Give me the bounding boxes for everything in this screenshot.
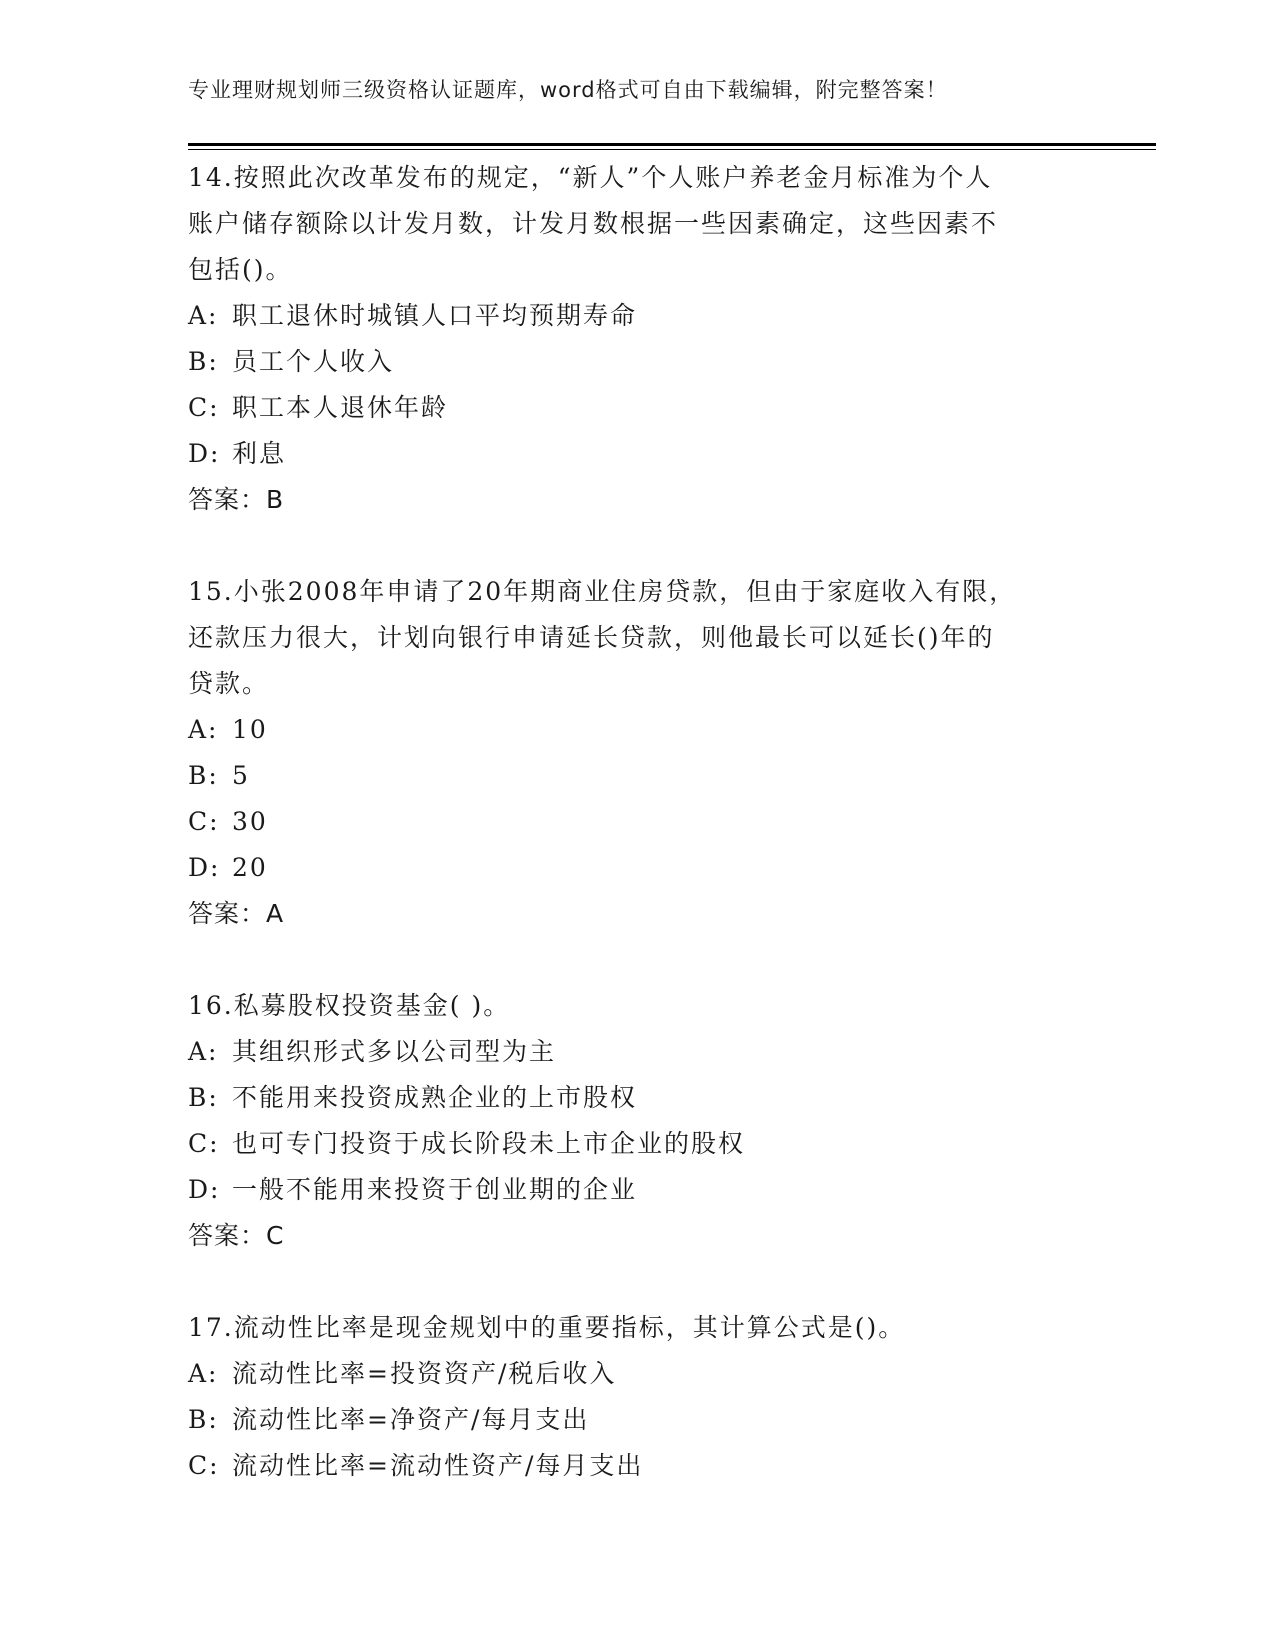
- option-a: [188, 1351, 1088, 1397]
- option-key: A:: [188, 1037, 219, 1066]
- question-17: [188, 1305, 1088, 1489]
- option-key: C:: [188, 807, 220, 836]
- option-c: [188, 385, 1088, 431]
- question-text-line: 账户储存额除以计发月数，计发月数根据一些因素确定，这些因素不: [188, 209, 999, 238]
- header-rule-thick: [188, 143, 1156, 146]
- question-text-line: 16.私募股权投资基金( )。: [188, 991, 511, 1020]
- option-key: C:: [188, 1129, 220, 1158]
- option-d: [188, 1167, 1088, 1213]
- option-key: C:: [188, 1451, 220, 1480]
- option-key: D:: [188, 439, 221, 468]
- question-text-line: 14.按照此次改革发布的规定，“新人”个人账户养老金月标准为个人: [188, 163, 993, 192]
- option-key: D:: [188, 853, 221, 882]
- question-list: [188, 155, 1088, 1489]
- option-a: [188, 707, 1088, 753]
- header-rule-thin: [188, 149, 1156, 150]
- option-key: A:: [188, 301, 219, 330]
- question-text-line: 还款压力很大，计划向银行申请延长贷款，则他最长可以延长()年的: [188, 623, 995, 652]
- option-text: 10: [232, 715, 268, 744]
- option-key: B:: [188, 1405, 219, 1434]
- answer: 答案：B: [188, 485, 285, 514]
- option-text: 流动性比率=投资资产/税后收入: [232, 1359, 617, 1388]
- option-a: [188, 293, 1088, 339]
- option-d: [188, 431, 1088, 477]
- option-key: A:: [188, 1359, 219, 1388]
- option-c: [188, 1121, 1088, 1167]
- option-b: [188, 339, 1088, 385]
- option-c: [188, 1443, 1088, 1489]
- option-key: B:: [188, 1083, 219, 1112]
- option-text: 流动性比率=流动性资产/每月支出: [232, 1451, 644, 1480]
- option-b: [188, 1075, 1088, 1121]
- option-key: D:: [188, 1175, 221, 1204]
- question-16: [188, 983, 1088, 1259]
- option-text: 利息: [232, 439, 287, 468]
- option-key: C:: [188, 393, 220, 422]
- question-text-line: 贷款。: [188, 669, 270, 698]
- option-text: 员工个人收入: [232, 347, 395, 376]
- page-header: 专业理财规划师三级资格认证题库，word格式可自由下载编辑，附完整答案！: [188, 78, 948, 102]
- answer: 答案：A: [188, 899, 285, 928]
- option-text: 职工退休时城镇人口平均预期寿命: [232, 301, 638, 330]
- option-c: [188, 799, 1088, 845]
- option-key: B:: [188, 347, 219, 376]
- question-text-line: 17.流动性比率是现金规划中的重要指标，其计算公式是()。: [188, 1313, 906, 1342]
- option-b: [188, 753, 1088, 799]
- question-text-line: 包括()。: [188, 255, 293, 284]
- question-spacer: [188, 523, 1088, 569]
- option-b: [188, 1397, 1088, 1443]
- option-text: 流动性比率=净资产/每月支出: [232, 1405, 590, 1434]
- question-text-line: 15.小张2008年申请了20年期商业住房贷款，但由于家庭收入有限，: [188, 577, 1017, 606]
- question-14: [188, 155, 1088, 523]
- question-spacer: [188, 1259, 1088, 1305]
- question-spacer: [188, 937, 1088, 983]
- option-a: [188, 1029, 1088, 1075]
- question-15: [188, 569, 1088, 937]
- option-text: 也可专门投资于成长阶段未上市企业的股权: [232, 1129, 746, 1158]
- option-text: 20: [232, 853, 268, 882]
- option-text: 30: [232, 807, 268, 836]
- option-text: 其组织形式多以公司型为主: [232, 1037, 557, 1066]
- option-key: A:: [188, 715, 219, 744]
- option-d: [188, 845, 1088, 891]
- option-key: B:: [188, 761, 219, 790]
- answer: 答案：C: [188, 1221, 285, 1250]
- option-text: 不能用来投资成熟企业的上市股权: [232, 1083, 638, 1112]
- option-text: 一般不能用来投资于创业期的企业: [232, 1175, 638, 1204]
- option-text: 5: [232, 761, 250, 790]
- option-text: 职工本人退休年龄: [232, 393, 449, 422]
